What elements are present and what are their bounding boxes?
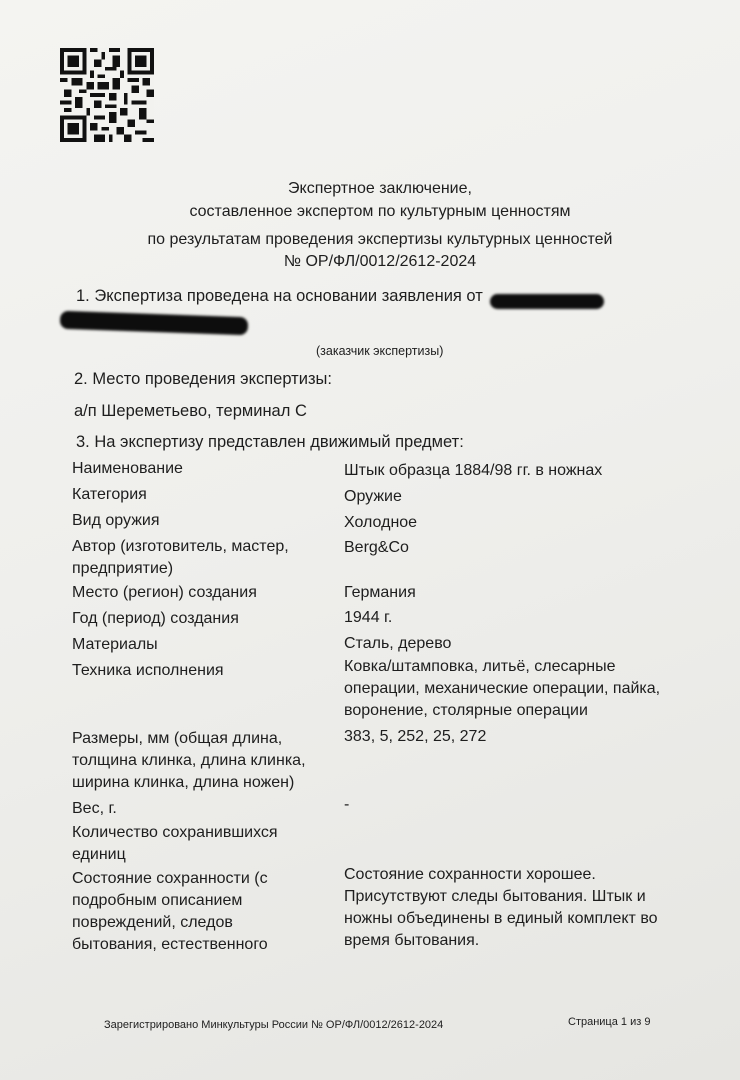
row-value-condition: Состояние сохранности хорошее. Присутствуют следы бытования. Штык и ножны объединены в единый комплект во время бытования.: [344, 866, 658, 949]
row-label-condition: Состояние сохранности (с подробным описанием повреждений, следов бытования, естественного: [72, 870, 268, 953]
row-label-year: Год (период) создания: [72, 610, 239, 627]
section3-heading: 3. На экспертизу представлен движимый предмет:: [76, 433, 464, 451]
row-label-quantity: Количество сохранившихся единиц: [72, 824, 278, 863]
section1-text: 1. Экспертиза проведена на основании заявления от: [76, 287, 483, 305]
section2-heading: 2. Место проведения экспертизы:: [74, 370, 332, 388]
row-label-weapon-type: Вид оружия: [72, 512, 160, 529]
qr-code-icon: [60, 48, 154, 142]
document-number: № ОР/ФЛ/0012/2612-2024: [283, 253, 477, 270]
row-value-name: Штык образца 1884/98 гг. в ножнах: [344, 462, 603, 479]
row-value-year: 1944 г.: [344, 609, 393, 626]
row-label-dimensions: Размеры, мм (общая длина, толщина клинка, длина клинка, ширина клинка, длина ножен): [72, 730, 306, 791]
row-label-name: Наименование: [72, 460, 183, 477]
expertise-location: а/п Шереметьево, терминал С: [74, 402, 307, 420]
title-line-1: Экспертное заключение,: [288, 180, 472, 197]
footer-page-number: Страница 1 из 9: [568, 1016, 651, 1028]
row-label-technique: Техника исполнения: [72, 662, 224, 679]
row-value-place: Германия: [344, 584, 416, 601]
redacted-customer-line: [60, 311, 249, 336]
title-line-2: составленное экспертом по культурным ценностям: [189, 203, 571, 220]
row-value-author: Berg&Co: [344, 539, 409, 556]
row-label-materials: Материалы: [72, 636, 158, 653]
redacted-customer-name: [490, 294, 604, 309]
row-label-author: Автор (изготовитель, мастер, предприятие): [72, 538, 289, 577]
row-value-weapon-type: Холодное: [344, 514, 418, 531]
row-label-weight: Вес, г.: [72, 800, 117, 817]
row-label-place: Место (регион) создания: [72, 584, 257, 601]
row-label-category: Категория: [72, 486, 147, 503]
row-value-weight: -: [344, 796, 350, 813]
customer-caption: (заказчик экспертизы): [316, 344, 444, 358]
row-value-materials: Сталь, дерево: [344, 635, 452, 652]
row-value-dimensions: 383, 5, 252, 25, 272: [344, 728, 487, 745]
row-value-technique: Ковка/штамповка, литьё, слесарные операции, механические операции, пайка, воронение, столярные операции: [344, 658, 661, 719]
title-line-3: по результатам проведения экспертизы культурных ценностей: [147, 231, 613, 248]
footer-registration: Зарегистрировано Минкультуры России № ОР/ФЛ/0012/2612-2024: [104, 1019, 444, 1031]
row-value-category: Оружие: [344, 488, 402, 505]
